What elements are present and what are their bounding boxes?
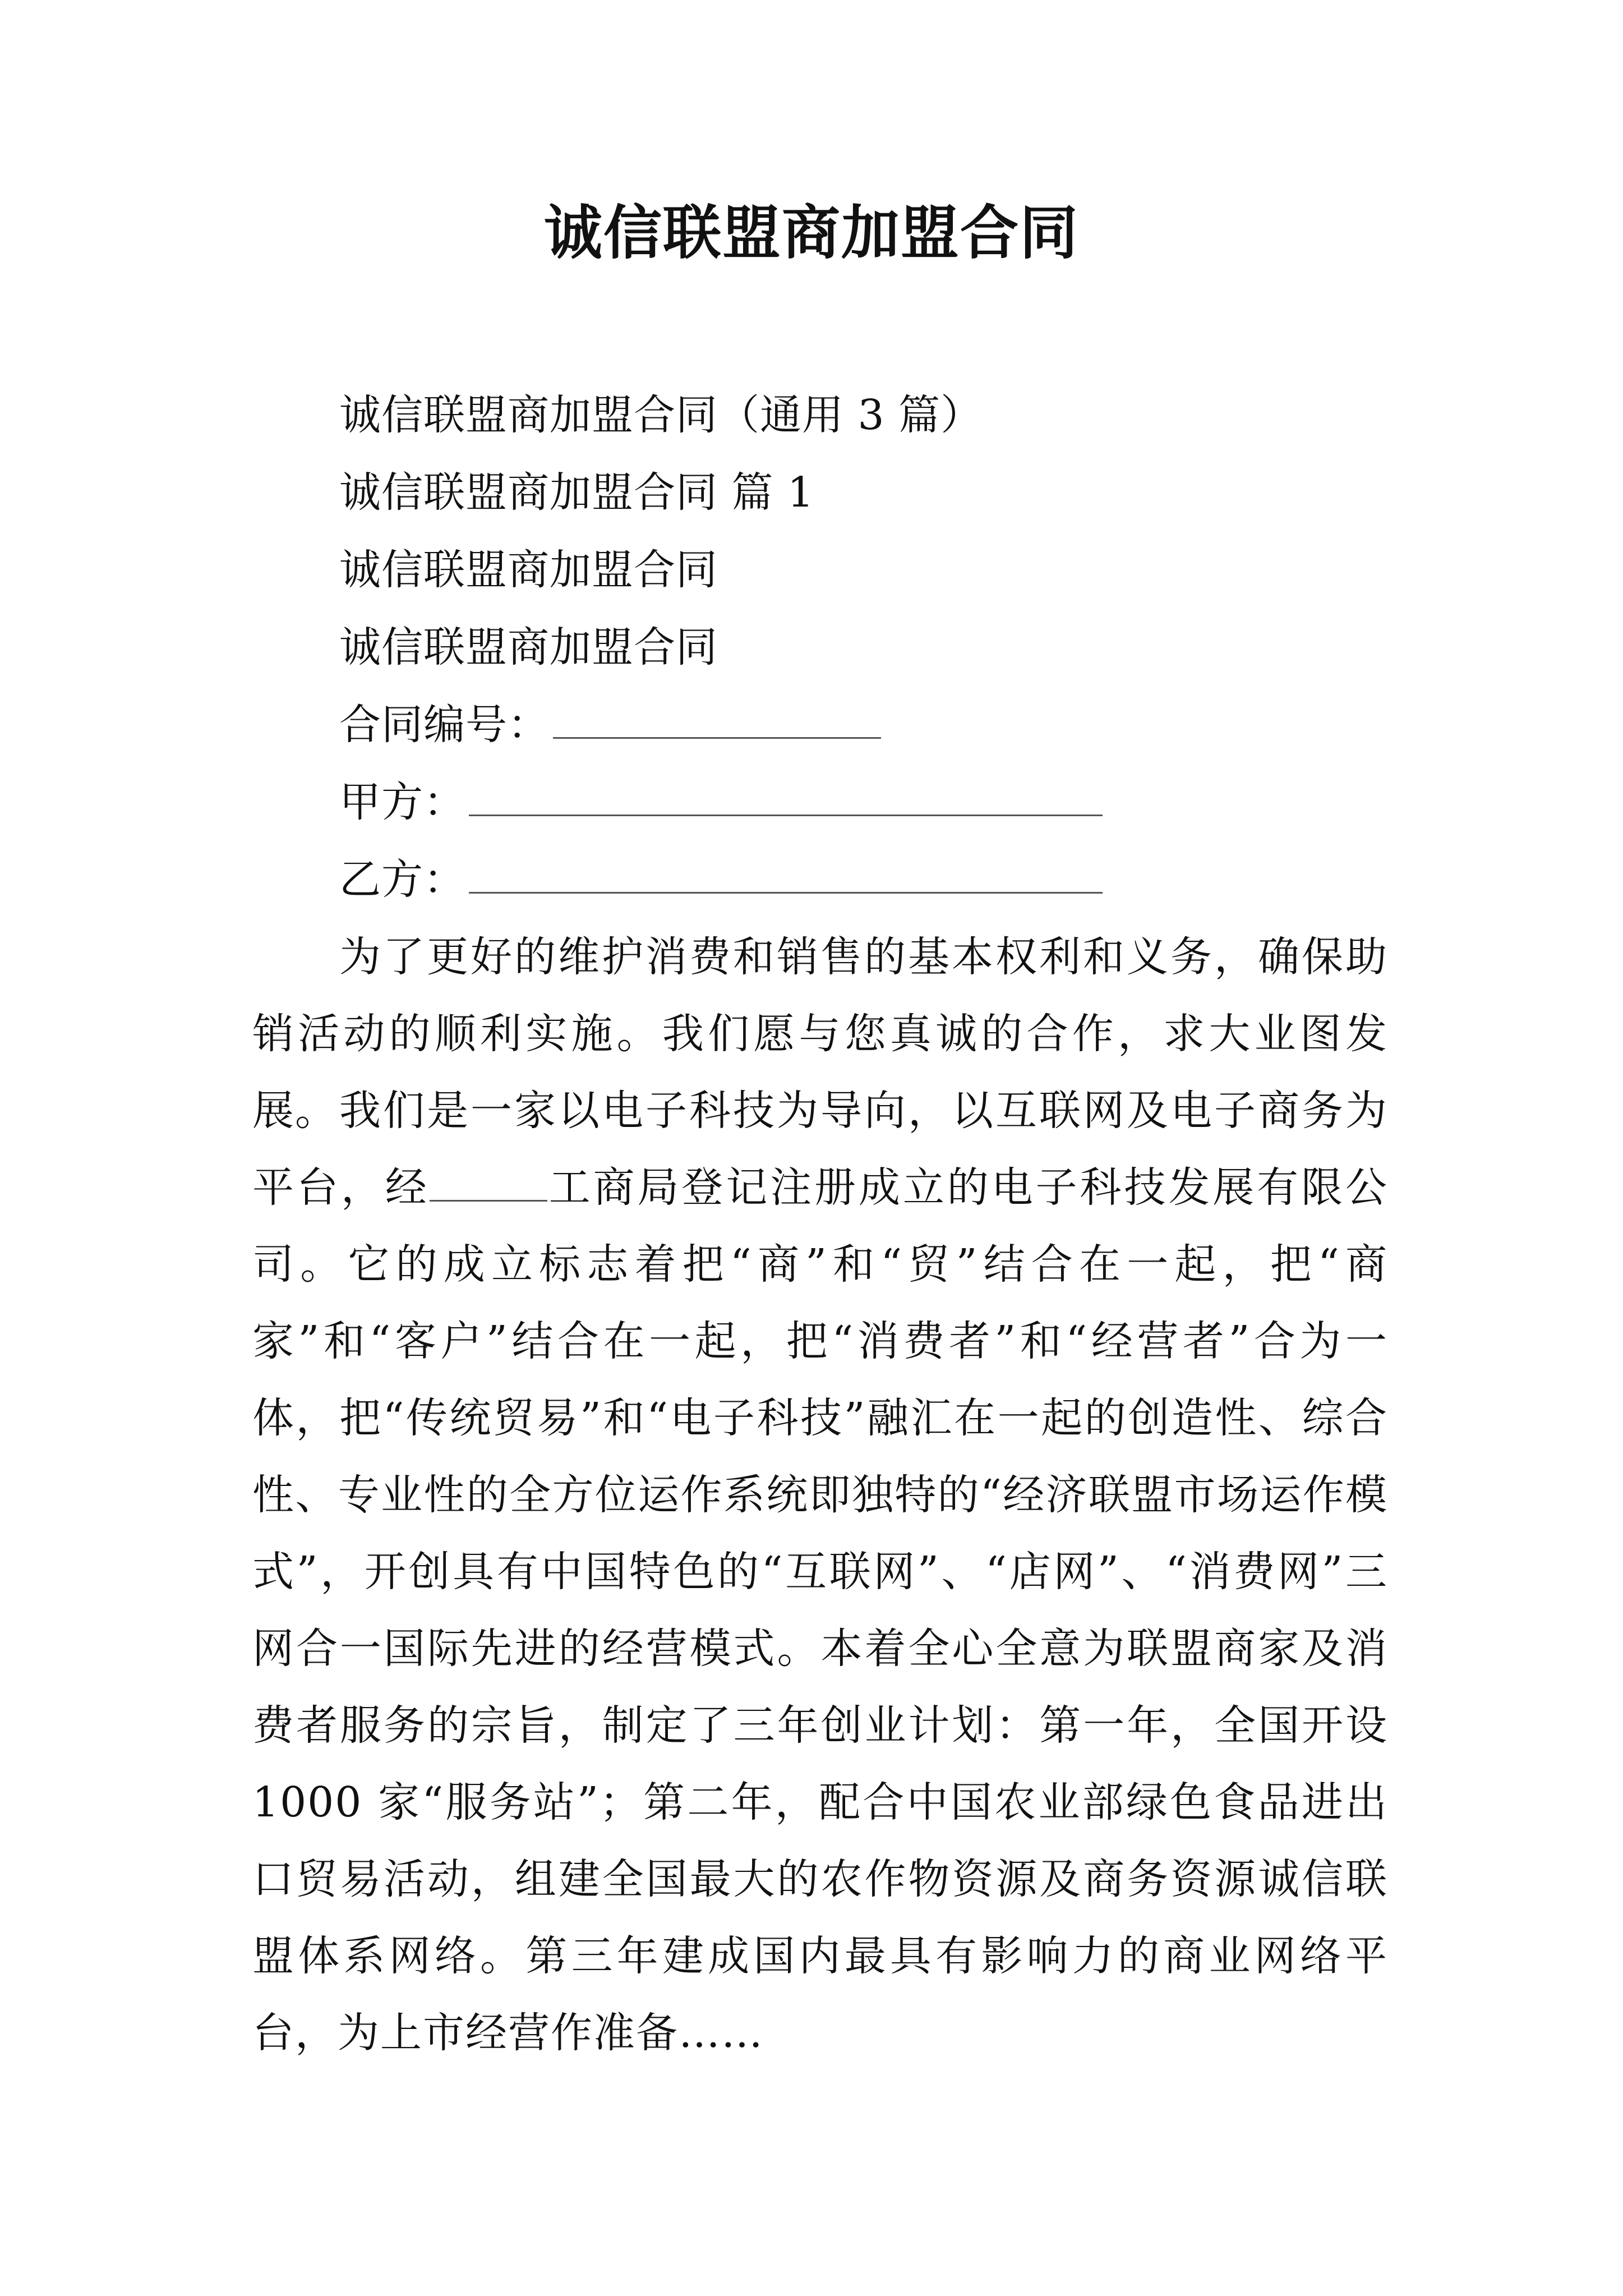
party-b-blank bbox=[469, 853, 1103, 894]
contract-number-row bbox=[339, 697, 881, 753]
contract-heading-1: 诚信联盟商加盟合同 bbox=[339, 546, 718, 594]
contract-number-label: 合同编号： bbox=[339, 701, 550, 749]
section-heading: 诚信联盟商加盟合同 篇 1 bbox=[339, 468, 815, 517]
contract-number-blank bbox=[553, 698, 881, 739]
paragraph-company-intro bbox=[252, 1073, 1388, 2072]
party-a-blank bbox=[469, 775, 1103, 816]
document-title: 诚信联盟商加盟合同 bbox=[543, 198, 1079, 267]
party-b-row bbox=[339, 852, 1103, 908]
paragraph-company-intro-part-1: 我们是一家以电子科技为导向，以互联网及电子商务为平台，经 bbox=[252, 1087, 1388, 1212]
contract-heading-2: 诚信联盟商加盟合同 bbox=[339, 623, 718, 671]
paragraph-purpose: 为了更好的维护消费和销售的基本权利和义务，确保助销活动的顺利实施。我们愿与您真诚的合作，求大业图发展。 bbox=[252, 933, 1388, 1135]
party-b-label: 乙方： bbox=[339, 855, 465, 904]
party-a-row bbox=[339, 774, 1103, 830]
paragraph-company-intro-part-2: 工商局登记注册成立的电子科技发展有限公司。它的成立标志着把“商”和“贸”结合在一起，把“商家”和“客户”结合在一起，把“消费者”和“经营者”合为一体，把“传统贸易”和“电子科技”融汇在一起的创造性、综合性、专业性的全方位运作系统即独特的“经济联盟市场运作模式”，开创具有中国特色的“互联网”、“店网”、“消费网”三网合一国际先进的经营模式。本着全心全意为联盟商家及消费者服务的宗旨，制定了三年创业计划：第一年，全国开设 1000 家“服务站”；第二年，配合中国农业部绿色食品进出口贸易活动，组建全国最大的农作物资源及商务资源诚信联盟体系网络。第三年建成国内最具有影响力的商业网络平台，为上市经营作准备…… bbox=[252, 1163, 1389, 2057]
party-a-label: 甲方： bbox=[339, 778, 465, 826]
registration-authority-blank bbox=[430, 1161, 547, 1202]
subtitle-general: 诚信联盟商加盟合同（通用 3 篇） bbox=[339, 391, 983, 439]
